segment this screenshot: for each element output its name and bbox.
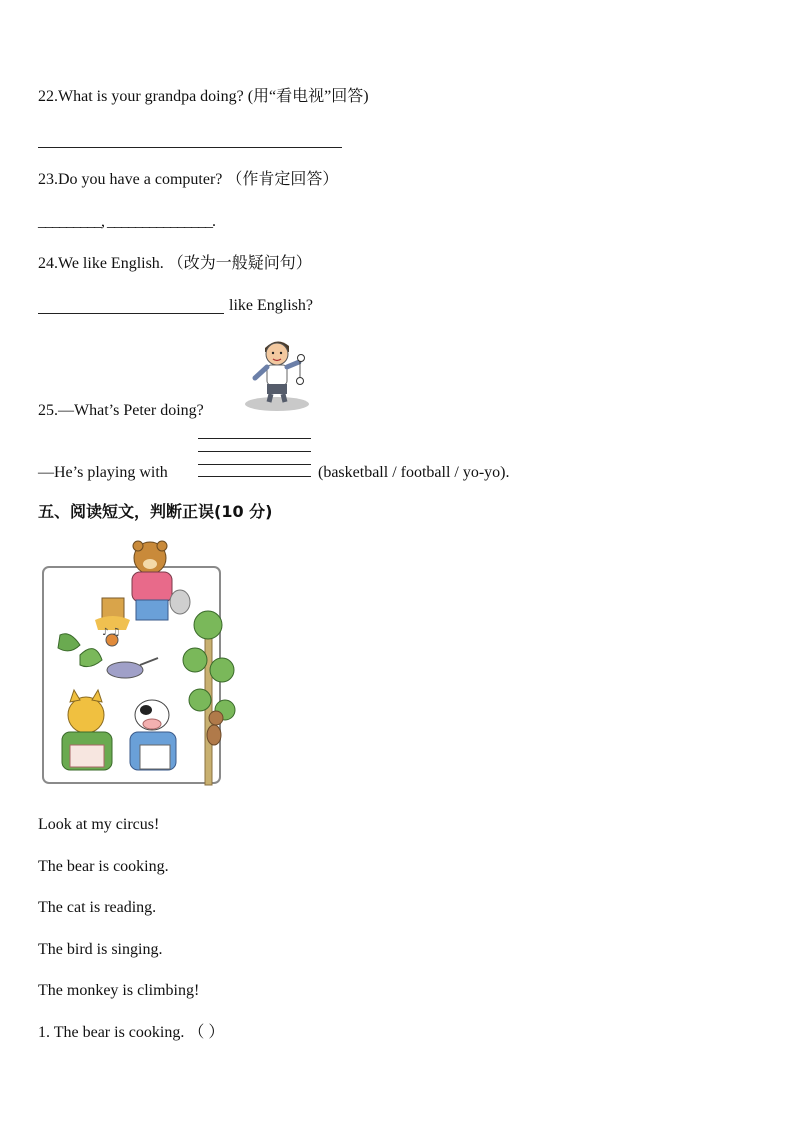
q24-answer-blank[interactable] [38,313,224,314]
svg-text:♪ ♫: ♪ ♫ [102,627,121,638]
q24-question: 24.We like English. （改为一般疑问句） [38,255,312,272]
q25-blank-line-2[interactable] [198,451,311,452]
boy-yoyo-illustration [243,334,313,414]
q25-answer-prefix: —He’s playing with [38,464,168,481]
passage-line-1: Look at my circus! [38,816,160,833]
passage-line-2: The bear is cooking. [38,858,169,875]
q24-answer-suffix: like English? [229,297,313,314]
passage-line-5: The monkey is climbing! [38,982,200,999]
q25-question: 25.—What’s Peter doing? [38,402,204,419]
circus-illustration [40,540,244,790]
passage-line-3: The cat is reading. [38,899,157,916]
q25-blank-line-4[interactable] [198,476,311,477]
q22-answer-blank[interactable] [38,147,342,148]
passage-line-4: The bird is singing. [38,941,163,958]
q22-question: 22.What is your grandpa doing? (用“看电视”回答) [38,88,369,105]
q23-answer-line[interactable]: _________, _______________. [38,213,215,230]
q25-options: (basketball / football / yo-yo). [318,464,510,481]
q25-blank-line-1[interactable] [198,438,311,439]
judge-item-1[interactable]: 1. The bear is cooking. （ ） [38,1024,225,1041]
q23-question: 23.Do you have a computer? （作肯定回答） [38,171,339,188]
section5-title: 五、阅读短文，判断正误(10 分) [38,502,273,521]
q25-blank-line-3[interactable] [198,464,311,465]
